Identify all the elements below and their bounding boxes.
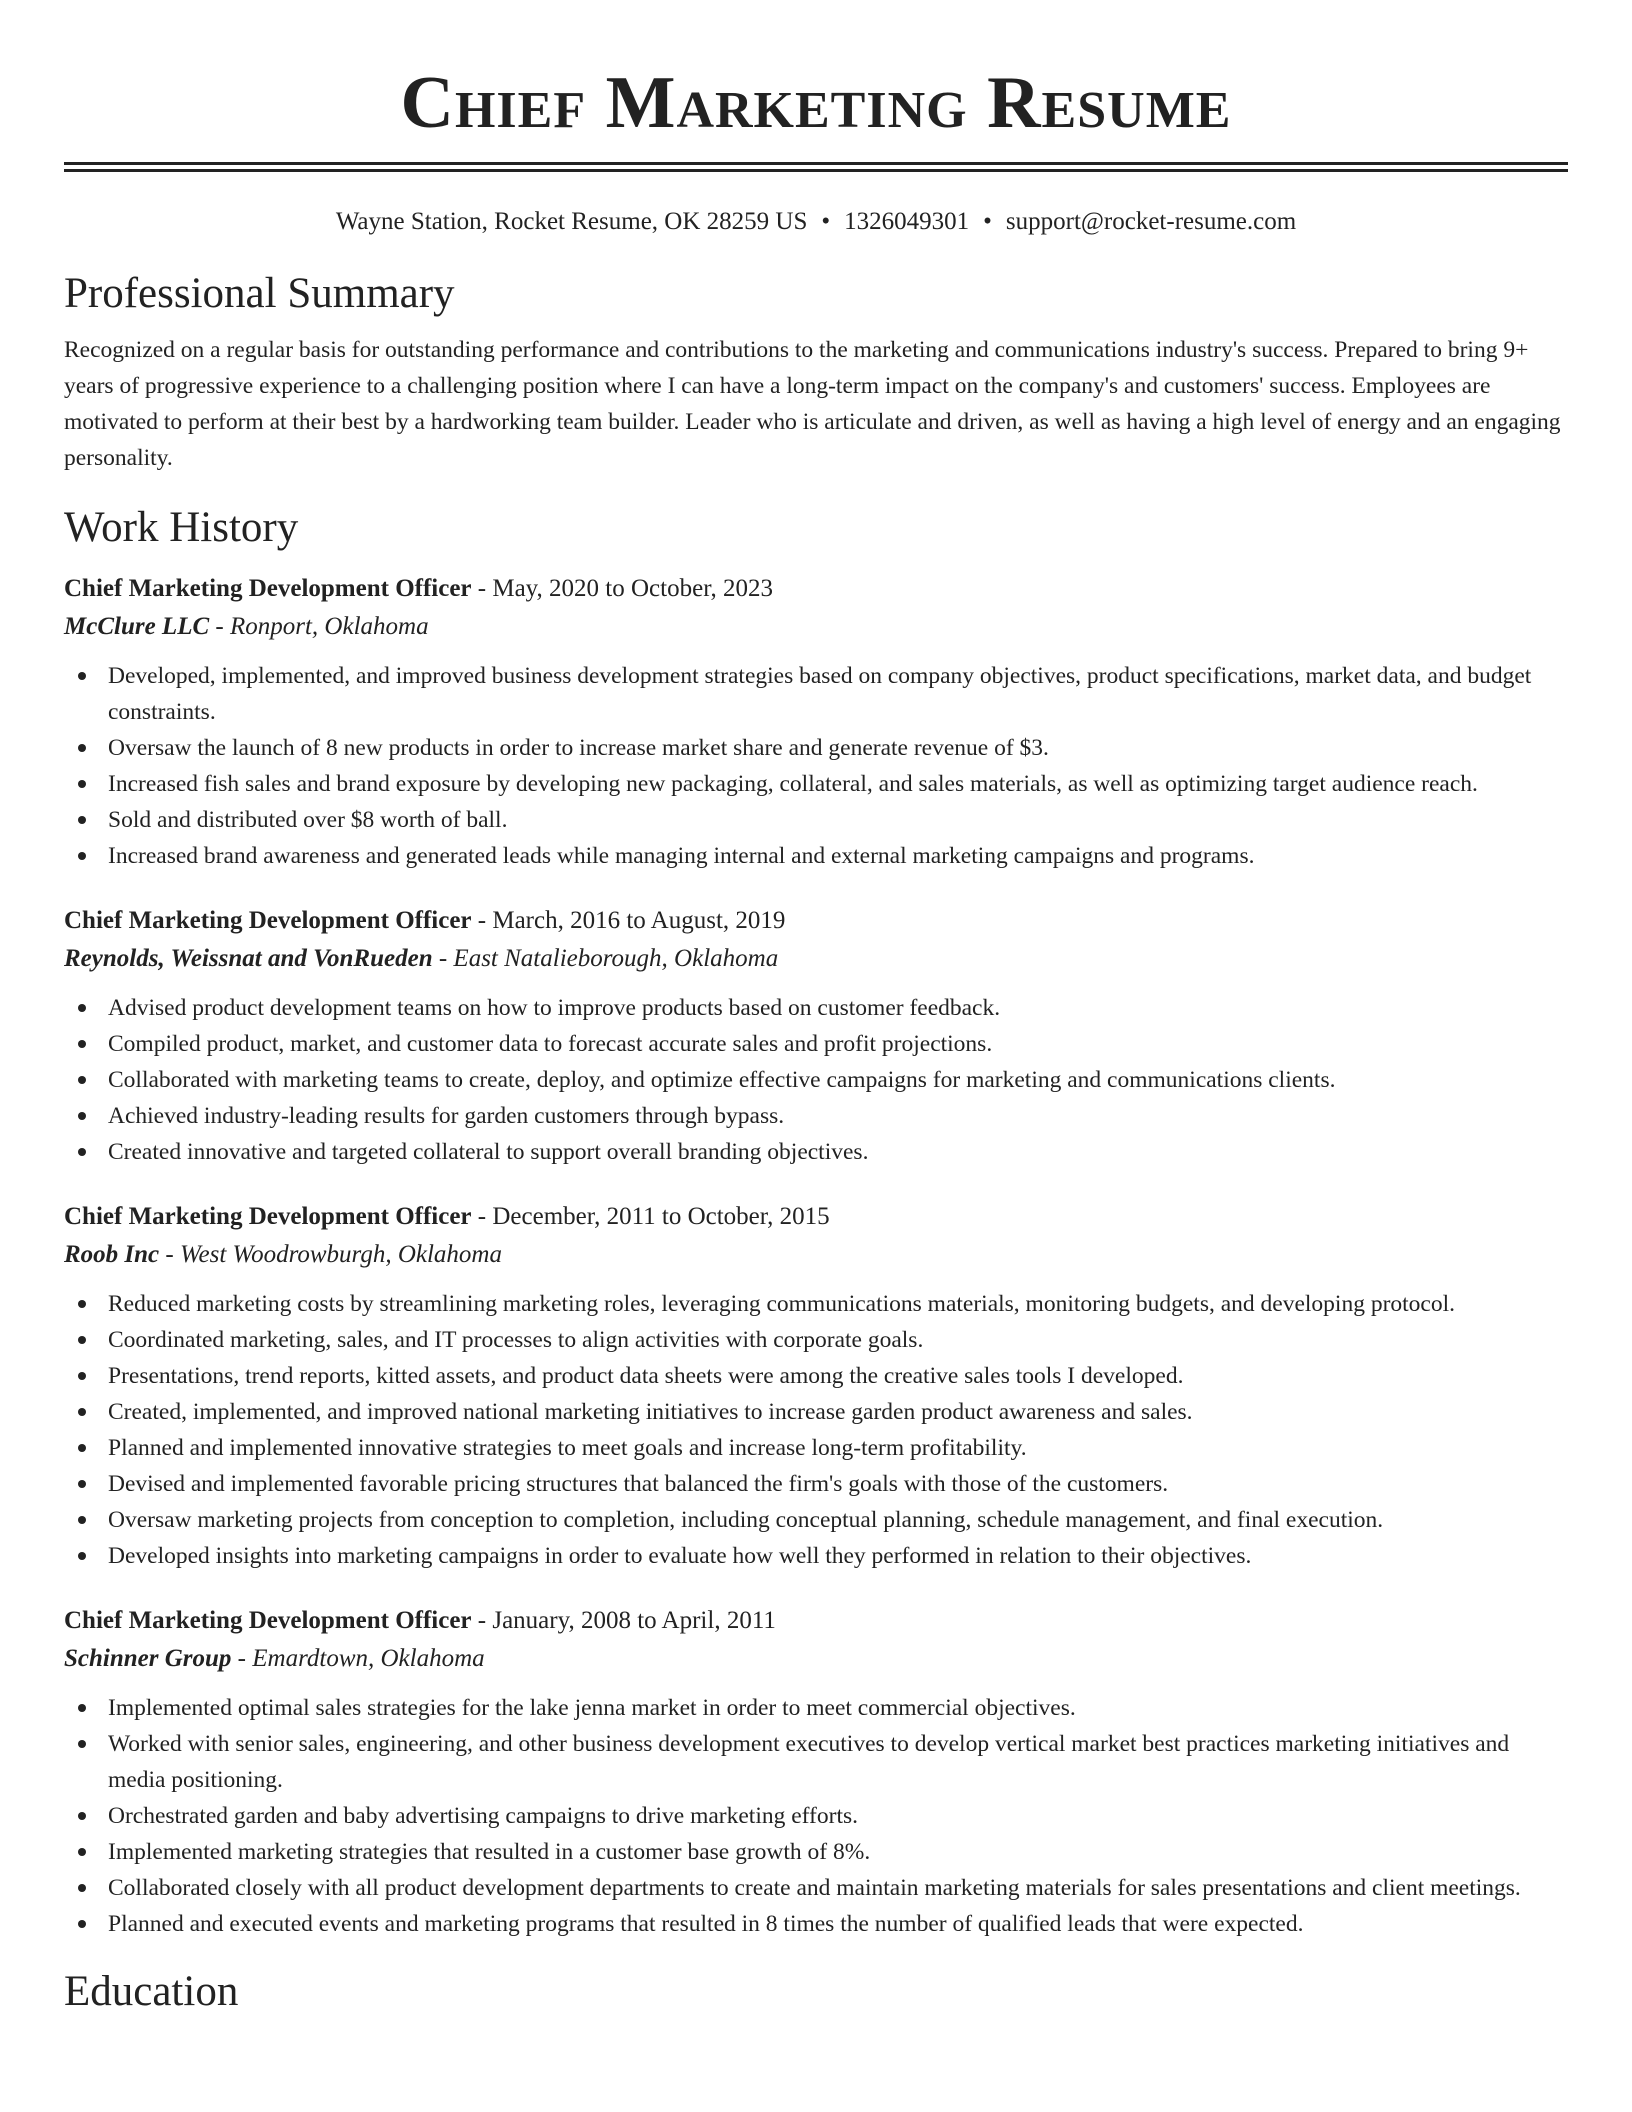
job-bullet xyxy=(64,802,1568,838)
job-title-line xyxy=(64,1602,1568,1640)
job-bullet xyxy=(64,1358,1568,1394)
job-location: - Ronport, Oklahoma xyxy=(209,613,429,640)
job-bullet xyxy=(64,1098,1568,1134)
job-bullet-text: Collaborated closely with all product development departments to create and maintain marketing materials for sales presentations and client meetings. xyxy=(108,1875,1521,1901)
job-bullet-text: Oversaw the launch of 8 new products in order to increase market share and generate revenue of $3. xyxy=(108,735,1049,761)
bullet-dot-icon xyxy=(78,1704,86,1712)
job-location: - East Natalieborough, Oklahoma xyxy=(432,945,779,972)
contact-separator: • xyxy=(821,208,831,235)
job-role: Chief Marketing Development Officer xyxy=(64,907,472,934)
resume-page xyxy=(64,0,1568,2020)
bullet-dot-icon xyxy=(78,1884,86,1892)
job-bullet-text: Collaborated with marketing teams to create, deploy, and optimize effective campaigns for marketing and communications clients. xyxy=(108,1067,1336,1093)
bullet-dot-icon xyxy=(78,1336,86,1344)
job-bullet xyxy=(64,1798,1568,1834)
job-company-line xyxy=(64,608,1568,646)
job-title-line xyxy=(64,902,1568,940)
job-role: Chief Marketing Development Officer xyxy=(64,1607,472,1634)
resume-title: Chief Marketing Resume xyxy=(400,62,1232,144)
job-company: Reynolds, Weissnat and VonRueden xyxy=(64,945,433,972)
job-entry xyxy=(64,1602,1568,1942)
job-bullet-list xyxy=(64,990,1568,1170)
job-company-line xyxy=(64,1640,1568,1678)
job-bullet-text: Implemented optimal sales strategies for the lake jenna market in order to meet commercial objectives. xyxy=(108,1695,1076,1721)
job-company: McClure LLC xyxy=(64,613,210,640)
education-heading: Education xyxy=(64,1968,239,2015)
bullet-dot-icon xyxy=(78,1552,86,1560)
job-entry xyxy=(64,902,1568,1170)
bullet-dot-icon xyxy=(78,1004,86,1012)
job-bullet-text: Developed insights into marketing campaigns in order to evaluate how well they performed in relation to their objectives. xyxy=(108,1543,1252,1569)
job-bullet-text: Achieved industry-leading results for garden customers through bypass. xyxy=(108,1103,785,1129)
job-bullet xyxy=(64,1502,1568,1538)
job-bullet-text: Developed, implemented, and improved business development strategies based on company objectives, product specifications, market data, and budget constraints. xyxy=(108,663,1532,725)
job-bullet-text: Created innovative and targeted collateral to support overall branding objectives. xyxy=(108,1139,869,1165)
contact-email[interactable]: support@rocket-resume.com xyxy=(1005,208,1297,235)
job-dates: - May, 2020 to October, 2023 xyxy=(471,575,774,602)
job-title-line xyxy=(64,570,1568,608)
job-title-line xyxy=(64,1198,1568,1236)
title-divider xyxy=(64,162,1568,172)
job-bullet xyxy=(64,1394,1568,1430)
job-bullet-text: Orchestrated garden and baby advertising campaigns to drive marketing efforts. xyxy=(108,1803,859,1829)
job-location: - West Woodrowburgh, Oklahoma xyxy=(159,1241,502,1268)
job-bullet-text: Reduced marketing costs by streamlining marketing roles, leveraging communications materials, monitoring budgets, and developing protocol. xyxy=(108,1291,1456,1317)
job-bullet xyxy=(64,1870,1568,1906)
job-company: Schinner Group xyxy=(64,1645,232,1672)
summary-heading: Professional Summary xyxy=(64,270,455,317)
job-bullet xyxy=(64,1906,1568,1942)
job-bullet-text: Increased brand awareness and generated leads while managing internal and external marketing campaigns and programs. xyxy=(108,843,1255,869)
job-bullet xyxy=(64,1726,1568,1798)
job-entry xyxy=(64,570,1568,874)
job-bullet xyxy=(64,1538,1568,1574)
bullet-dot-icon xyxy=(78,1148,86,1156)
bullet-dot-icon xyxy=(78,780,86,788)
job-bullet-text: Coordinated marketing, sales, and IT processes to align activities with corporate goals. xyxy=(108,1327,924,1353)
job-bullet-text: Devised and implemented favorable pricing structures that balanced the firm's goals with those of the customers. xyxy=(108,1471,1169,1497)
job-location: - Emardtown, Oklahoma xyxy=(231,1645,485,1672)
summary-text: Recognized on a regular basis for outstanding performance and contributions to the marketing and communications industry's success. Prepared to bring 9+ years of progressive experience to a challenging position where I can have a long-term impact on the company's and customers' success. Employees are motivated to perform at their best by a hardworking team builder. Leader who is articulate and driven, as well as having a high level of energy and an engaging personality. xyxy=(64,337,1561,471)
bullet-dot-icon xyxy=(78,1076,86,1084)
contact-address: Wayne Station, Rocket Resume, OK 28259 US xyxy=(335,208,808,235)
job-bullet-text: Advised product development teams on how to improve products based on customer feedback. xyxy=(108,995,1001,1021)
contact-phone: 1326049301 xyxy=(844,208,970,235)
bullet-dot-icon xyxy=(78,816,86,824)
bullet-dot-icon xyxy=(78,1848,86,1856)
job-company: Roob Inc xyxy=(64,1241,160,1268)
job-role: Chief Marketing Development Officer xyxy=(64,1203,472,1230)
job-dates: - January, 2008 to April, 2011 xyxy=(471,1607,776,1634)
bullet-dot-icon xyxy=(78,1812,86,1820)
job-bullet-text: Oversaw marketing projects from conception to completion, including conceptual planning, schedule management, and final execution. xyxy=(108,1507,1384,1533)
job-bullet xyxy=(64,1834,1568,1870)
contact-line xyxy=(64,206,1568,238)
bullet-dot-icon xyxy=(78,744,86,752)
bullet-dot-icon xyxy=(78,1408,86,1416)
job-bullet xyxy=(64,1062,1568,1098)
job-bullet-text: Created, implemented, and improved national marketing initiatives to increase garden product awareness and sales. xyxy=(108,1399,1193,1425)
bullet-dot-icon xyxy=(78,1300,86,1308)
job-bullet xyxy=(64,658,1568,730)
job-bullet xyxy=(64,1430,1568,1466)
bullet-dot-icon xyxy=(78,1920,86,1928)
bullet-dot-icon xyxy=(78,1040,86,1048)
bullet-dot-icon xyxy=(78,1516,86,1524)
job-bullet xyxy=(64,990,1568,1026)
job-bullet xyxy=(64,1690,1568,1726)
bullet-dot-icon xyxy=(78,1372,86,1380)
job-bullet-text: Planned and implemented innovative strategies to meet goals and increase long-term profitability. xyxy=(108,1435,1027,1461)
work-history-heading: Work History xyxy=(64,504,299,551)
job-bullet-text: Implemented marketing strategies that resulted in a customer base growth of 8%. xyxy=(108,1839,871,1865)
job-bullet xyxy=(64,1466,1568,1502)
job-bullet-text: Planned and executed events and marketing programs that resulted in 8 times the number of qualified leads that were expected. xyxy=(108,1911,1304,1937)
bullet-dot-icon xyxy=(78,1740,86,1748)
job-bullet-list xyxy=(64,1690,1568,1942)
contact-separator: • xyxy=(983,208,992,235)
job-role: Chief Marketing Development Officer xyxy=(64,575,472,602)
job-entry xyxy=(64,1198,1568,1574)
job-bullet xyxy=(64,1286,1568,1322)
job-company-line xyxy=(64,940,1568,978)
job-bullet-text: Worked with senior sales, engineering, and other business development executives to develop vertical market best practices marketing initiatives and media positioning. xyxy=(108,1731,1510,1793)
bullet-dot-icon xyxy=(78,1112,86,1120)
job-bullet xyxy=(64,838,1568,874)
job-bullet-text: Compiled product, market, and customer data to forecast accurate sales and profit projections. xyxy=(108,1031,993,1057)
job-bullet-text: Sold and distributed over $8 worth of ball. xyxy=(108,807,508,833)
job-bullet-text: Presentations, trend reports, kitted assets, and product data sheets were among the creative sales tools I developed. xyxy=(108,1363,1184,1389)
job-bullet-text: Increased fish sales and brand exposure by developing new packaging, collateral, and sales materials, as well as optimizing target audience reach. xyxy=(108,771,1478,797)
job-dates: - March, 2016 to August, 2019 xyxy=(471,907,786,934)
job-company-line xyxy=(64,1236,1568,1274)
bullet-dot-icon xyxy=(78,672,86,680)
bullet-dot-icon xyxy=(78,1444,86,1452)
bullet-dot-icon xyxy=(78,852,86,860)
job-bullet-list xyxy=(64,1286,1568,1574)
job-bullet xyxy=(64,730,1568,766)
job-bullet xyxy=(64,766,1568,802)
job-bullet-list xyxy=(64,658,1568,874)
bullet-dot-icon xyxy=(78,1480,86,1488)
job-bullet xyxy=(64,1322,1568,1358)
job-bullet xyxy=(64,1026,1568,1062)
job-dates: - December, 2011 to October, 2015 xyxy=(471,1203,830,1230)
work-history-list xyxy=(64,570,1568,1942)
job-bullet xyxy=(64,1134,1568,1170)
